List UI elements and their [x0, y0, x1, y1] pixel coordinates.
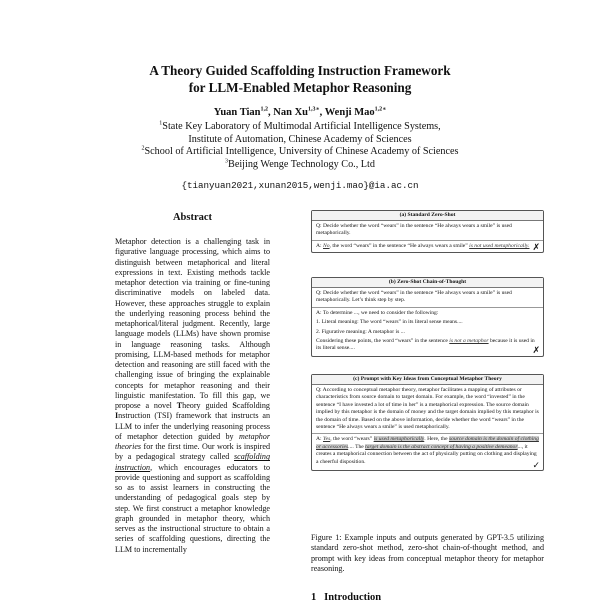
abstract-text: Metaphor detection is a challenging task in figurative language processing, which aims to distinguish between metaphorical and literal expressions in text. Existing methods tackle metaphor detection via training or fine-tuning discriminative models on labeled data. However, these approaches struggle to explain the underlying reasoning process behind the metaphorical/literal judgment. Recently, large language models (LLMs) have shown promise in language reasoning tasks. Although promising, LLM-based methods for metaphor detection and reasoning are still faced with the challenging issue of bringing the explainable concepts for metaphor reasoning and their linguistic manifestation. To fill this gap, we propose a novel	[115, 237, 270, 410]
panel-answer	[312, 434, 543, 470]
answer-step: 1. Literal meaning: The word “wears” in its literal sense means....	[316, 319, 463, 326]
affiliation-line	[0, 121, 600, 134]
acronym-letter: I	[115, 411, 119, 421]
answer-text: A:	[316, 436, 323, 443]
figure-caption: Figure 1: Example inputs and outputs generated by GPT-3.5 utilizing standard zero-shot method, zero-shot chain-of-thought method, and prompt with key ideas from conceptual metaphor theory for metaphor reasoning.	[311, 533, 544, 573]
paper-title	[0, 62, 600, 96]
answer-text: , the word “wears” in the sentence “He always wears a smile”	[329, 242, 470, 249]
panel-question: Q: Decide whether the word “wears” in the sentence “He always wears a smile” is used metaphorically. Let’s think step by step.	[312, 288, 543, 308]
affiliation-text: School of Artificial Intelligence, University of Chinese Academy of Sciences	[144, 146, 459, 157]
answer-verdict: Yes	[323, 436, 331, 443]
affiliation-line	[0, 134, 600, 147]
panel-answer	[312, 241, 543, 252]
emphasis-text: metaphor theories	[115, 431, 270, 451]
acronym-letter: T	[176, 401, 183, 410]
panel-heading: (c) Prompt with Key Ideas from Conceptual Metaphor Theory	[312, 375, 543, 385]
author-name: Wenji Mao	[324, 107, 375, 118]
author-list: Yuan Tian$^{1,2}$, Nan $Xu^{1,3∗}$, Wenji Mao$^{1,2∗}$	[213, 106, 387, 118]
acronym-letter: S	[232, 401, 237, 410]
answer-verdict: No	[323, 242, 330, 249]
section-heading	[311, 592, 381, 600]
cross-icon: ✗	[532, 242, 540, 253]
answer-text: . Here, the	[424, 436, 449, 443]
answer-step: 2. Figurative meaning: A metaphor is ...	[316, 328, 405, 335]
panel-question: Q: According to conceptual metaphor theory, metaphor facilitates a mapping of attributes or characteristics from source domain to target domain. For example, the word “invested” in the sentence “I have invested a lot of time in her” is a metaphorical expression. The source domain implied by this metaphor is the domain of money and the target domain implied by this metaphor is the domain of time. Based on the above information, decide whether the word “wears” in the sentence “He always wears a smile” is used metaphorically.	[312, 385, 543, 434]
answer-text: Considering these points, the word “wears” in the sentence	[316, 338, 450, 345]
title-line-1: A Theory Guided Scaffolding Instruction Framework	[149, 63, 451, 78]
abstract-body	[115, 237, 270, 555]
affiliation-mark: 2	[141, 145, 145, 152]
title-line-2: for LLM-Enabled Metaphor Reasoning	[188, 80, 412, 95]
author-name: Yuan Tian	[213, 107, 261, 118]
affiliation-text: Institute of Automation, Chinese Academy of Sciences	[188, 133, 412, 145]
affiliation-list	[0, 121, 600, 171]
author-mark: 1,3∗	[308, 106, 320, 113]
answer-verdict: is not a metaphor	[449, 338, 489, 345]
affiliation-text: Beijing Wenge Technology Co., Ltd	[228, 158, 375, 170]
affiliation-mark: 3	[225, 158, 229, 165]
source-domain-highlight: source domain is the domain of clothing or accessories	[316, 436, 539, 450]
abstract-text: heory guided	[182, 401, 233, 410]
answer-verdict: is used metaphorically	[373, 436, 425, 443]
figure-panel-c	[311, 374, 544, 471]
abstract-heading: Abstract	[172, 212, 213, 223]
panel-question: Q: Decide whether the word “wears” in the sentence “He always wears a smile” is used metaphorically.	[312, 221, 543, 241]
emphasis-text: scaffolding instruction	[115, 452, 270, 472]
answer-text: ..., it creates a metaphorical connection between the act of physically putting on clothing and displaying a cheerful disposition.	[316, 443, 537, 465]
author-name: Nan Xu	[273, 107, 309, 118]
author-email: {tianyuan2021,xunan2015,wenji.mao}@ia.ac.cn	[181, 180, 419, 191]
affiliation-mark: 1	[159, 120, 163, 127]
affiliation-line	[0, 159, 600, 172]
author-mark: 1,2∗	[374, 106, 387, 113]
figure-panel-b	[311, 277, 544, 357]
affiliation-line	[0, 146, 600, 159]
cross-icon: ✗	[532, 346, 540, 357]
abstract-text: , which encourages educators to provide questioning and support as scaffolding so as to assist learners in constructing the understanding of pedagogical goals step by step. We first construct a metaphor knowledge graph grounded in metaphor theory, which serves as the instructional structure to obtain a series of scaffolding questions, directing the LLM to incrementally	[115, 462, 270, 554]
answer-text: because it is used in its literal sense....	[316, 338, 535, 352]
answer-step: A: To determine ..., we need to consider the following:	[316, 309, 439, 316]
answer-conclusion	[316, 338, 540, 357]
answer-text: .... The	[348, 443, 366, 450]
abstract-text: nstruction (TSI) framework that instructs an LLM to infer the underlying reasoning process of metaphor detection guided by	[115, 411, 270, 441]
target-domain-highlight: target domain is the abstract concept of having a positive demeanor	[365, 443, 518, 450]
answer-verdict: is not used metaphorically.	[469, 242, 530, 249]
answer-text: , the word “wears”	[330, 436, 374, 443]
section-title: Introduction	[324, 592, 382, 600]
section-number: 1	[311, 592, 317, 600]
affiliation-text: State Key Laboratory of Multimodal Artificial Intelligence Systems,	[162, 121, 441, 132]
figure-panel-a	[311, 210, 544, 253]
panel-answer	[312, 308, 543, 356]
answer-text: A:	[316, 242, 323, 249]
abstract-text: for the first time. Our work is inspired by a pedagogical strategy called	[115, 442, 270, 462]
author-mark: 1,2	[260, 106, 269, 113]
check-icon: ✓	[532, 460, 540, 471]
panel-heading: (b) Zero-Shot Chain-of-Thought	[312, 278, 543, 288]
abstract-text: caffolding	[236, 401, 270, 410]
panel-heading: (a) Standard Zero-Shot	[312, 211, 543, 221]
